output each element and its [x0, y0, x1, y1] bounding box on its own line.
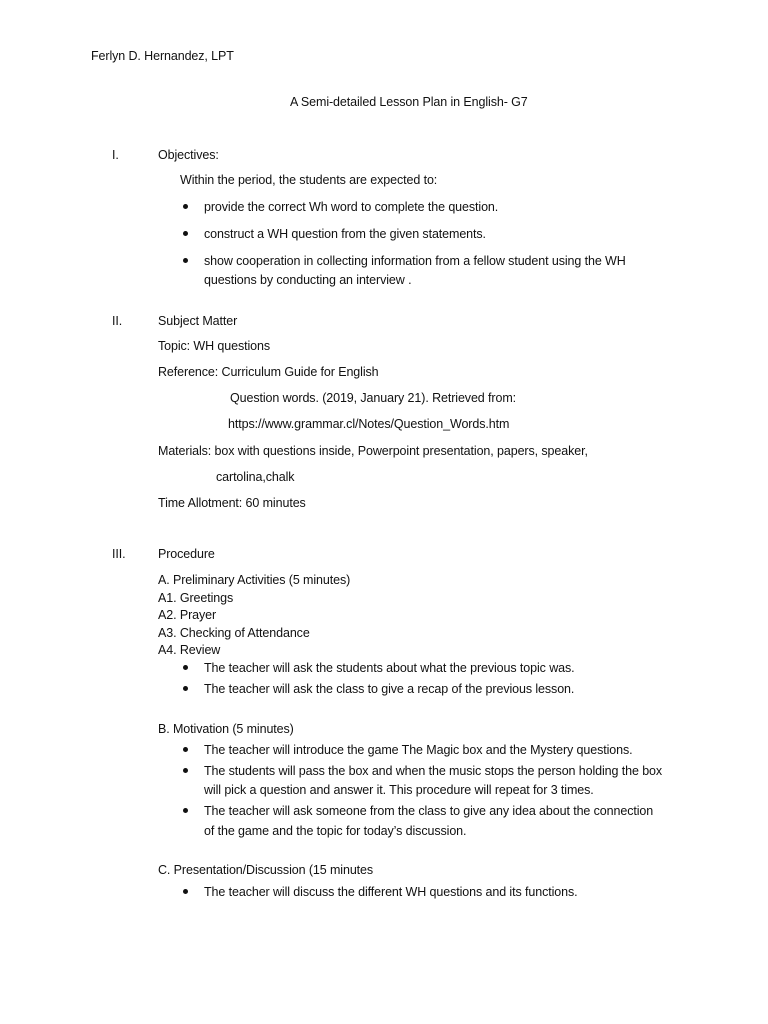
procedure-bullet: The teacher will ask the class to give a recap of the previous lesson. — [204, 682, 575, 696]
bullet-icon — [183, 686, 188, 691]
objective-item-continuation: questions by conducting an interview . — [204, 273, 412, 287]
objectives-heading: Objectives: — [158, 148, 219, 162]
step-item: A3. Checking of Attendance — [158, 626, 310, 640]
reference-citation: Question words. (2019, January 21). Retrieved from: — [230, 391, 517, 405]
objectives-intro: Within the period, the students are expected to: — [180, 173, 438, 187]
materials-continuation: cartolina,chalk — [216, 470, 295, 484]
procedure-bullet-continuation: of the game and the topic for today’s discussion. — [204, 824, 467, 838]
bullet-icon — [183, 808, 188, 813]
objective-item: show cooperation in collecting information from a fellow student using the WH — [204, 254, 626, 268]
procedure-bullet: The teacher will introduce the game The Magic box and the Mystery questions. — [204, 743, 633, 757]
bullet-icon — [183, 889, 188, 894]
topic-line: Topic: WH questions — [158, 339, 271, 353]
bullet-icon — [183, 665, 188, 670]
section-numeral-procedure: III. — [112, 547, 126, 561]
procedure-bullet: The teacher will ask the students about what the previous topic was. — [204, 661, 575, 675]
step-item: A2. Prayer — [158, 608, 217, 622]
procedure-bullet: The teacher will discuss the different WH questions and its functions. — [204, 885, 578, 899]
section-numeral-subject-matter: II. — [112, 314, 123, 328]
bullet-icon — [183, 747, 188, 752]
reference-url: https://www.grammar.cl/Notes/Question_Words.htm — [228, 417, 510, 431]
section-c-heading: C. Presentation/Discussion (15 minutes — [158, 863, 374, 877]
subject-matter-heading: Subject Matter — [158, 314, 238, 328]
step-item: A1. Greetings — [158, 591, 234, 605]
bullet-icon — [183, 768, 188, 773]
objective-item: provide the correct Wh word to complete the question. — [204, 200, 499, 214]
procedure-bullet: The students will pass the box and when the music stops the person holding the box — [204, 764, 663, 778]
bullet-icon — [183, 204, 188, 209]
procedure-bullet-continuation: will pick a question and answer it. This procedure will repeat for 3 times. — [204, 783, 594, 797]
bullet-icon — [183, 231, 188, 236]
reference-line: Reference: Curriculum Guide for English — [158, 365, 379, 379]
step-item: A4. Review — [158, 643, 221, 657]
procedure-heading: Procedure — [158, 547, 215, 561]
procedure-bullet: The teacher will ask someone from the class to give any idea about the connection — [204, 804, 654, 818]
materials-line: Materials: box with questions inside, Powerpoint presentation, papers, speaker, — [158, 444, 588, 458]
section-a-heading: A. Preliminary Activities (5 minutes) — [158, 573, 351, 587]
section-b-heading: B. Motivation (5 minutes) — [158, 722, 294, 736]
objective-item: construct a WH question from the given statements. — [204, 227, 486, 241]
bullet-icon — [183, 258, 188, 263]
time-allotment: Time Allotment: 60 minutes — [158, 496, 306, 510]
author-name: Ferlyn D. Hernandez, LPT — [91, 49, 234, 63]
section-numeral-objectives: I. — [112, 148, 119, 162]
document-title: A Semi-detailed Lesson Plan in English- G7 — [290, 95, 528, 109]
